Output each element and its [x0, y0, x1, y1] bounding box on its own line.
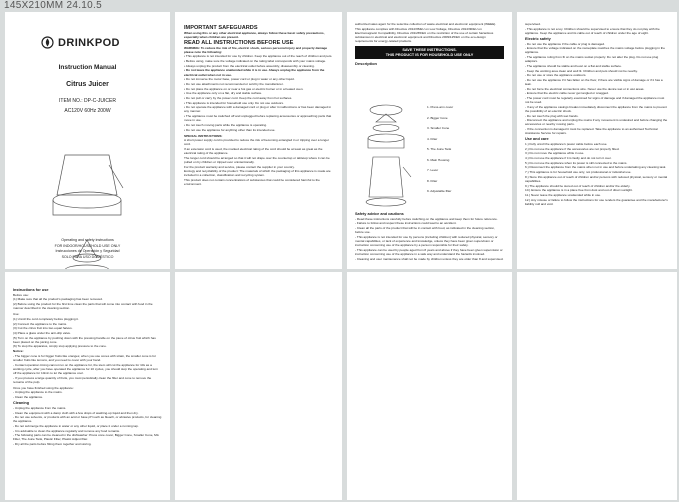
cleaning-line: - Clean the equipment with a damp cloth with a few drops of washing-up liquid and then dry. [13, 410, 139, 415]
use-care-line: 6.) Disconnect the appliance from the mains when not in use and before undertaking any cleaning task. [525, 165, 667, 170]
use-care-line: 9.) The appliance should be stored out of reach of children and/or the elderly. [525, 183, 631, 188]
electric-line: - Do not force the electrical connections wire. Never use the device wet or in wet areas. [525, 86, 645, 91]
part-item: 5. The Juice Tank [427, 147, 452, 151]
instructions-page [5, 272, 170, 500]
drinkpod-logo-icon [41, 36, 54, 49]
directive-line: This appliance complies with Directive 2014/35/EU on Low Voltage, Directive 2014/30/EU on Electromagnetic Compatibility, Directive 2011/65/EU on the restriction of the use of certain hazardous substances in electrical and electronic equipment and Directive 2009/125/EC on the eco-design requirements for energy-related products. [355, 26, 494, 43]
product-name: Citrus Juicer [66, 81, 109, 88]
cover-footer-line: FOR INDOOR/HOUSEHOLD USE ONLY [54, 243, 121, 248]
electric-line: - Do not use the appliance if it has fallen on the floor, if there are visible signs of damage or if it has a leak. [525, 77, 663, 86]
safeguard-line: • This appliance is intended for household use only. Do not use outdoors. [184, 100, 284, 105]
safeguard-line: • Do not pull or carry by the power cord. Keep the cord away from hot surfaces. [184, 95, 293, 100]
notice-title: Notice: [13, 349, 24, 354]
description-title: Description [355, 61, 378, 67]
safeguard-line: • Do not operate the appliance with a damaged cord or plug or after it malfunctions or has been damaged in any manner. [184, 105, 332, 114]
cover-footer [5, 238, 170, 260]
part-item: 4. Filter [427, 136, 438, 141]
use-care-line: 5.) Do not use the appliance when its power is still connected to the mains. [525, 160, 628, 165]
safety-line: - Read these instructions carefully before switching on the appliance and keep them for future reference. [355, 216, 498, 221]
brand-logo [41, 36, 120, 49]
use-care-line: 1.) Fully unroll the appliance's power cable before each use. [525, 141, 608, 146]
use-care-line: 2.) Do not use the appliance if the accessories are not properly fitted. [525, 146, 620, 151]
read-instructions-title: READ ALL INSTRUCTIONS BEFORE USE [184, 39, 294, 46]
safeguard-line: • Do not immerse the motor base, power cord or plug in water or any other liquid. [184, 77, 295, 82]
blank-page [347, 272, 512, 500]
safeguard-line: • Do not leave the appliance unattended while it is in use. Always unplug the appliance from the electrical outlet when not in use. [184, 68, 325, 77]
use-line: (4) Place a glass under the anti-drip valve. [13, 331, 71, 335]
safety-title: Safety advice and cautions [355, 212, 404, 216]
cover-footer-line: SOLO PARA USO DOMÉSTICO [61, 254, 114, 259]
safeguard-line: WARNING: To reduce the risk of fire, electric shock, serious personal injury and property damage please note the following: [184, 45, 328, 54]
cleaning-line: - The following parts can be cleaned in the dishwasher: Press cone cover, Bigger Cone, Smaller Cone, Mix Filter, The Juice Tank, Plastic Filter, Plastic Adjust filter. [13, 433, 159, 442]
safeguard-line: • Always unplug the product from the electrical outlet before assembly, disassembly or cleaning. [184, 63, 315, 68]
electric-intro-line: - This appliance is not a toy. Children should be supervised to ensure that they do not play with the appliance. Keep the appliance and its cable out of reach of children under the age of eight. [525, 26, 660, 35]
safety-advice [355, 212, 504, 261]
blank-page [175, 272, 342, 500]
safeguard-line: • The appliance must be switched off and unplugged before replacing accessories or approaching parts that move in use. [184, 114, 332, 123]
part-item: 6. Main Housing [427, 157, 450, 162]
electric-line: - Do not touch the plug with wet hands. [525, 113, 579, 118]
cover-footer-line: Operating and safety instructions [61, 238, 114, 242]
safeguard-line: • Use the appliance only on a flat, dry and stable surface. [184, 91, 263, 96]
safeguards-page [175, 12, 342, 269]
manual-title: Instruction Manual [58, 64, 117, 71]
special-line: The longer cord should be arranged so that it will not drape over the countertop or tabletop where it can be pulled on by children or tripped over unintentionally. [184, 155, 330, 164]
special-line: If an extension cord is used, the marked electrical rating of the cord should be at least as great as the electrical rating of the appliance. [184, 147, 323, 156]
electric-line: - The appliance ruling from fit on the mains socket properly. Do not alter the plug. Do not use plug adaptors. [525, 55, 659, 64]
safeguard-line: • This appliance is not intended for use by children. Keep the appliance out of the reach of children and pets. [184, 54, 333, 59]
safety-line: - This appliance can be used by people aged from 8 years and above if they have been given supervision or instruction concerning use of the appliance in a safe way and understand the hazards involved. [355, 247, 503, 256]
use-line: (2) Connect the appliance to the mains. [13, 321, 68, 326]
cleaning-line: - Dry all the parts before fitting them together and storing. [13, 442, 92, 447]
use-care-line: 7.) This appliance is for household use only, not professional or industrial use. [525, 170, 632, 175]
use-care-title: Use and care [525, 137, 549, 142]
notice-line: - If you process a large quantity of fruits, you must periodically clean the filter and cone to remove the remains of the pulp. [13, 375, 152, 384]
cleaning-line: - Do not submerge the appliance in water or any other liquid, or place it under a running tap. [13, 424, 139, 428]
special-line: A short power supply cord is provided to reduce the risk of becoming entangled in or tripping over a longer cord. [184, 138, 329, 147]
parts-diagram [357, 102, 415, 212]
part-item: 7. Lever [427, 168, 439, 172]
instructions-title: Instructions for use [13, 288, 49, 292]
once-finished-line: - Clean the appliance. [13, 395, 44, 400]
use-title: Use: [13, 312, 20, 317]
use-line: (3) Cut the citrus fruit into two equal halves. [13, 326, 73, 331]
save-instructions-banner [355, 46, 504, 59]
parts-list [427, 102, 497, 197]
print-size-header: 145X210MM 24.10.5 [4, 0, 102, 11]
use-line: (5) Turn on the appliance by pushing down with the pressing handle on the piece of citrus fruit which has been placed on the juicing cone. [13, 335, 156, 344]
once-finished-title: Once you have finished using the appliance: [13, 385, 74, 390]
blank-page [517, 272, 677, 500]
use-care-line: 3.) Do not move the appliance while in use. [525, 151, 585, 156]
electric-line: - The power cord must be regularly examined for signs of damage and if damaged the appliance must not be used. [525, 96, 665, 105]
special-instructions-title: SPECIAL INSTRUCTIONS: [184, 133, 223, 138]
safeguard-line: • Do not use attachments not recommended or sold by the manufacturer. [184, 81, 284, 86]
safeguards-title: IMPORTANT SAFEGUARDS [184, 25, 258, 31]
notice-line: - The bigger cone is for bigger fruits like oranges; when you use cones with strain, the smaller cone is for smaller fruits like lemons, and you need to cover with your hand. [13, 353, 157, 362]
safeguards-intro: When using this or any other electrical appliance, always follow these basic safety precautions, especially when children are present. [184, 30, 325, 39]
safeguard-line: • Before using, make sure the voltage indicated on the rating label corresponds with your mains voltage. [184, 59, 327, 64]
use-care-line: 11.) Never leave the appliance unattended while in use. [525, 192, 601, 197]
electric-line: - The appliance should be stable and level on a flat and stable surface. [525, 63, 622, 68]
electric-line: - Disconnect the appliance and unplug the mains if any movement is undesired and before changing the accessories or nearby moving parts. [525, 118, 668, 127]
cleaning-title: Cleaning [13, 401, 30, 406]
use-care-line: 12.) Any misuse or failure to follow the instructions for use renders the guarantee and the manufacturer's liability null and void. [525, 197, 668, 206]
cleaning-line: - Do not use solvents, or products with an acid or base pH such as bleach, or abrasive products, for cleaning the appliance. [13, 415, 162, 424]
safety-line: - Cleaning and user maintenance shall not be made by children unless they are older than 8 and supervised. [355, 256, 504, 261]
brand-name: DRINKPOD [58, 36, 120, 49]
safeguard-line: • Do not touch moving parts while the appliance is operating. [184, 122, 267, 127]
part-item: 3. Smaller Cone [427, 126, 450, 130]
special-line: For the product warranty and service, please contact the supplier in your country. [184, 164, 295, 169]
electric-intro-line: supervised. [525, 22, 541, 26]
before-use-line: (2) Before using the product for the first time clean the parts that will come into contact with food in the manner described in the cleaning section. [13, 302, 153, 311]
before-use-title: Before use: [13, 292, 29, 297]
item-number: ITEM NO.: DP-C-JUICER [59, 98, 116, 104]
electric-line: - Ensure that the electric cable never get tangled or snagged. [525, 91, 609, 96]
description-page [347, 12, 512, 269]
safeguard-line: • Do not place the appliance on or near a hot gas or electric burner or in a heated oven. [184, 86, 304, 91]
electric-line: - Do not use the appliance if the cable or plug is damaged. [525, 41, 605, 46]
cleaning-line: - Unplug the appliance from the mains. [13, 405, 67, 410]
banner-line: THIS PRODUCT IS FOR HOUSEHOLD USE ONLY [385, 52, 474, 57]
cover-footer-line: Instrucciones de Operación y Seguridad [55, 249, 120, 253]
safety-line: - Failure to follow and respect these instructions could lead to an accident. [355, 221, 457, 226]
safety-line: - Clean all the parts of the product that will be in contact with food, as indicated in the cleaning section, before use. [355, 226, 495, 235]
electric-line: - Keep the working area clean and well lit. Children and pets should not be nearby. [525, 68, 638, 73]
weee-line: authorized sales agent for the selective collection of waste electrical and electronic equipment (WEEE). [355, 22, 497, 26]
use-line: (6) To stop the apparatus, simply stop applying pressure to the cone. [13, 344, 107, 349]
use-line: (1) Unroll the cord completely before plugging it. [13, 316, 79, 321]
electric-line: - If the connection is damaged it must be replaced. Take the appliance to an authorised Technical Assistance Service for repairs. [525, 127, 658, 136]
power-rating: AC120V 60Hz 200W [64, 108, 111, 114]
electric-line: - If any of the appliance casings breaks immediately disconnect the appliance from the mains to prevent the possibility of an electric shock. [525, 104, 667, 113]
use-care-line: 8.) Store this appliance out of reach of children and/or persons with reduced physical, sensory or mental capabilities. [525, 174, 668, 183]
once-finished-line: - Unplug the appliance to the mains. [13, 390, 63, 395]
part-item: 2. Bigger Cone [427, 115, 448, 120]
special-line: Ecology and recyclability of the product: The materials of which the packaging of this appliance is made are included in a collection, classification and recycling system. [184, 169, 331, 178]
notice-line: - Contact operation timing cannot run on the appliance for, the stem will cut the appliance for 10s as a working cycle, after you have operated the appliance for 10 cycles, you should stop the operating and turn off the appliance for 10min to let the appliance cool. [13, 362, 158, 375]
before-use-line: (1) Make sure that all the product's packaging has been removed. [13, 297, 103, 302]
part-item: 8. Filter [427, 178, 438, 183]
banner-line: SAVE THESE INSTRUCTIONS. [402, 47, 457, 52]
cover-page [5, 12, 170, 269]
electric-safety-title: Electric safety [525, 36, 551, 41]
safeguard-line: • Do not use the appliance for anything other than its intended use. [184, 127, 276, 132]
safety-line: - This appliance is not intended for use by persons (including children) with reduced physical, sensory or mental capabilities, or lack of experience and knowledge, unless they have been given supervision or instruction concerning use of the appliance by a person responsible for their safety. [355, 234, 498, 248]
part-item: 9. Adjustable filter [427, 189, 452, 193]
electric-line: - Ensure that the voltage indicated on the nameplate matches the mains voltage before plugging in the appliance. [525, 46, 665, 55]
part-item: 1. Press-arm cover [427, 105, 454, 109]
electric-safety-page [517, 12, 677, 269]
electric-line: - Do not use or store the appliance outdoors. [525, 73, 587, 78]
use-care-line: 4.) Do not use the appliance if it is faulty and do not turn it over. [525, 156, 612, 160]
cleaning-line: - It is advisable to clean the appliance regularly and remove any food remains. [13, 428, 120, 433]
special-line: This product does not contain concentrations of substances that could be considered harmful to the environment. [184, 178, 320, 187]
use-care-line: 10.) Ensure the appliance is in a place free from dust and out of direct sunlight. [525, 188, 633, 193]
